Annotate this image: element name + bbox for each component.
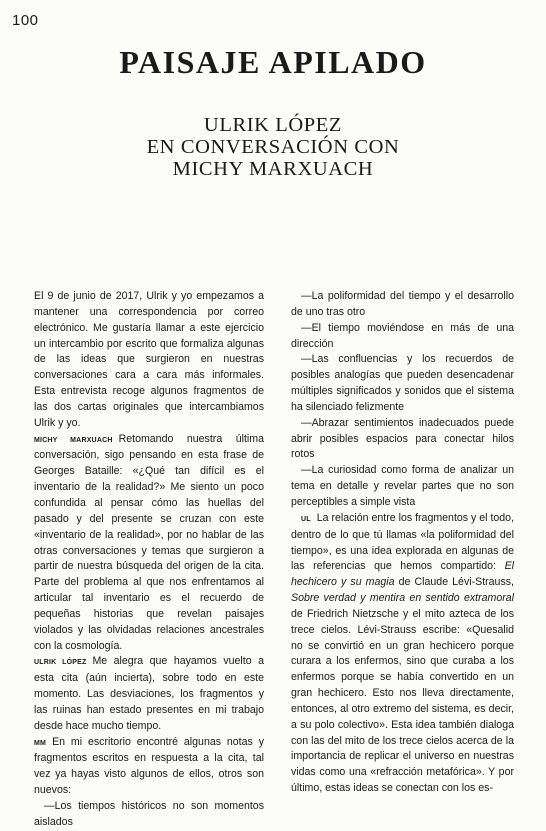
paragraph-text: La relación entre los fragmentos y el todo, dentro de lo que tú llamas «la poliformidad del tiempo», es una idea explorada en algunas de las referencias que hemos compartido: — [291, 511, 515, 573]
subtitle-line: MICHY MARXUACH — [172, 158, 374, 180]
paragraph-text: de Friedrich Nietzsche y el mito azteca de los trece cielos. Lévi-Strauss escribe: «Quesalid no se convirtió en un gran hechicero porque curara a los enfermos, sino que curaba a los enfermos porque se había convertido en un gran hechicero. Esto nos lleva directamente, entonces, al otro extremo del sistema, es decir, a su polo colectivo». Esta idea también dialoga con las del mito de los trece cielos acerca de la importancia de replicar el universo en nuestras vidas como una «refracción metafórica». Y por último, estas ideas se conectan con los es- — [291, 607, 514, 795]
dialogue-paragraph — [34, 654, 264, 734]
paragraph-text: En mi escritorio encontré algunas notas y fragmentos escritos en respuesta a la cita, tal vez ya hayas visto algunos de ellos, otros son nuevos: — [34, 735, 264, 797]
speaker-label: ULRIK LÓPEZ — [34, 659, 87, 667]
dialogue-paragraph — [34, 735, 264, 799]
paragraph-text: Retomando nuestra última conversación, sigo pensando en esta frase de Georges Bataille: «¿Qué tan difícil es el inventario de la realidad?» Me siento un poco confundida al pensar cómo las huellas del pasado y del presente se cruzan con este «inventario de la realidad», por no hablar de las otras conversaciones y temas que surgieron a partir de nuestra búsqueda del origen de la cita. Parte del problema al que nos enfrentamos al articular tal inventario es el recuerdo de pequeñas historias que revelan paisajes violados y las olvidadas relaciones ancestrales con la cosmología. — [34, 432, 264, 652]
list-item: —Los tiempos históricos no son momentos aislados — [34, 800, 264, 828]
list-item: —La curiosidad como forma de analizar un tema en detalle y revelar partes que no son perceptibles a simple vista — [291, 464, 514, 508]
page-title: PAISAJE APILADO — [119, 44, 427, 80]
list-item: —La poliformidad del tiempo y el desarrollo de uno tras otro — [291, 290, 514, 318]
dialogue-paragraph — [291, 511, 514, 797]
list-item: —El tiempo moviéndose en más de una dirección — [291, 321, 514, 350]
book-reference: Sobre verdad y mentira en sentido extramoral — [291, 592, 514, 605]
right-column — [291, 289, 514, 797]
book-reference: El hechicero y su magia — [291, 560, 514, 589]
paragraph-text: Me alegra que hayamos vuelto a esta cita (aún incierta), sobre todo en este momento. Las desviaciones, los fragmentos y las ruinas han estado presentes en mi trabajo desde hace mucho tiempo. — [34, 655, 264, 732]
speaker-label: MM — [34, 739, 47, 747]
subtitle-line: EN CONVERSACIÓN CON — [146, 136, 400, 158]
dialogue-paragraph — [34, 432, 264, 655]
page-number: 100 — [12, 12, 39, 29]
paragraph-text: de Claude Lévi-Strauss, — [394, 576, 514, 589]
list-item: —Las confluencias y los recuerdos de posibles analogías que pueden desencadenar múltiples significados y sonidos que el sistema ha silenciado felizmente — [291, 353, 514, 413]
article-subtitle — [0, 114, 546, 180]
speaker-label: MICHY MARXUACH — [34, 436, 113, 444]
subtitle-line: ULRIK LÓPEZ — [203, 114, 343, 136]
left-column — [34, 289, 264, 831]
intro-paragraph: El 9 de junio de 2017, Ulrik y yo empezamos a mantener una correspondencia por correo electrónico. Me gustaría llamar a este ejercicio un intercambio por escrito que formaliza algunas de las ideas que surgieron en nuestras conversaciones cara a cara más informales. Esta entrevista recoge algunos fragmentos de las dos cartas originales que intercambiamos Ulrik y yo. — [34, 290, 264, 429]
list-item: —Abrazar sentimientos inadecuados puede abrir posibles espacios para conectar hilos rotos — [291, 416, 514, 461]
speaker-label: UL — [301, 515, 311, 523]
